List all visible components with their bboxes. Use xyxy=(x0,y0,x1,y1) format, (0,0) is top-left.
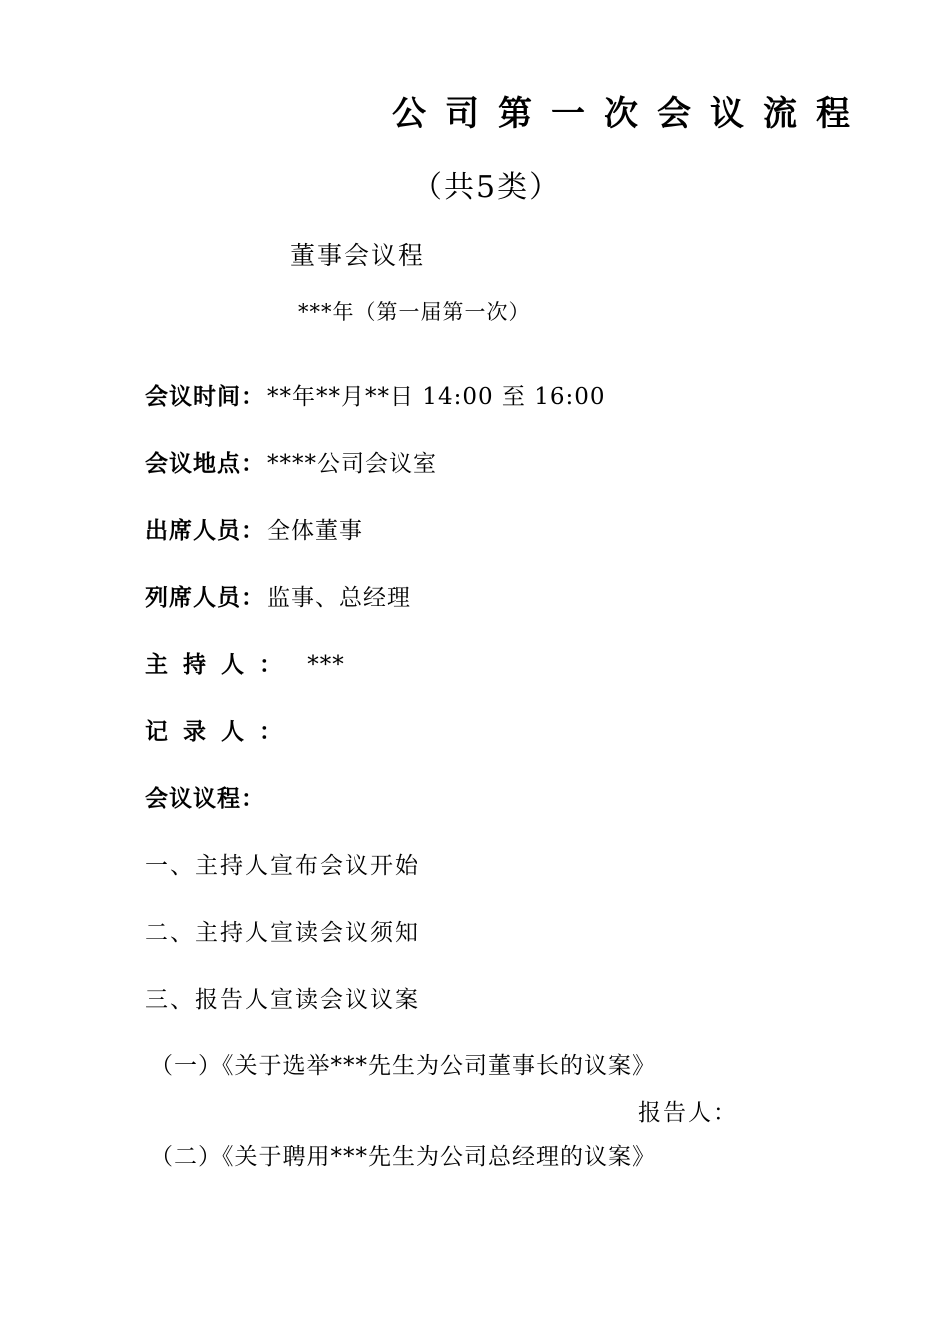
field-value: ****公司会议室 xyxy=(267,451,437,477)
field-recorder xyxy=(145,713,299,746)
reporter-label: 报告人： xyxy=(638,1100,738,1126)
document-title: 公司第一次会议流程 xyxy=(392,94,869,134)
agenda-heading: 会议议程： xyxy=(145,786,265,812)
field-observers xyxy=(145,579,411,612)
section-title: 董事会议程 xyxy=(290,241,426,270)
field-value: 监事、总经理 xyxy=(267,585,411,611)
field-host xyxy=(145,646,345,679)
field-label: 出席人员： xyxy=(145,518,265,544)
agenda-item: 一、主持人宣布会议开始 xyxy=(145,853,420,879)
field-label: 列席人员： xyxy=(145,585,265,611)
field-value: **年**月**日 14:00 至 16:00 xyxy=(267,384,606,410)
motion-item: （二）《关于聘用***先生为公司总经理的议案》 xyxy=(150,1144,656,1170)
field-attendees xyxy=(145,512,363,545)
document-subtitle: （共5类） xyxy=(412,170,562,205)
field-label: 会议地点： xyxy=(145,451,265,477)
session-line: ***年（第一届第一次） xyxy=(298,300,531,324)
field-label: 主持人： xyxy=(145,652,297,678)
field-value: 全体董事 xyxy=(267,518,363,544)
field-meeting-location xyxy=(145,445,437,478)
motion-item: （一）《关于选举***先生为公司董事长的议案》 xyxy=(150,1053,656,1079)
agenda-item: 二、主持人宣读会议须知 xyxy=(145,920,420,946)
field-label: 会议时间： xyxy=(145,384,265,410)
field-label: 记录人： xyxy=(145,719,297,745)
field-value: *** xyxy=(299,652,345,678)
field-meeting-time xyxy=(145,378,606,411)
agenda-item: 三、报告人宣读会议议案 xyxy=(145,987,420,1013)
